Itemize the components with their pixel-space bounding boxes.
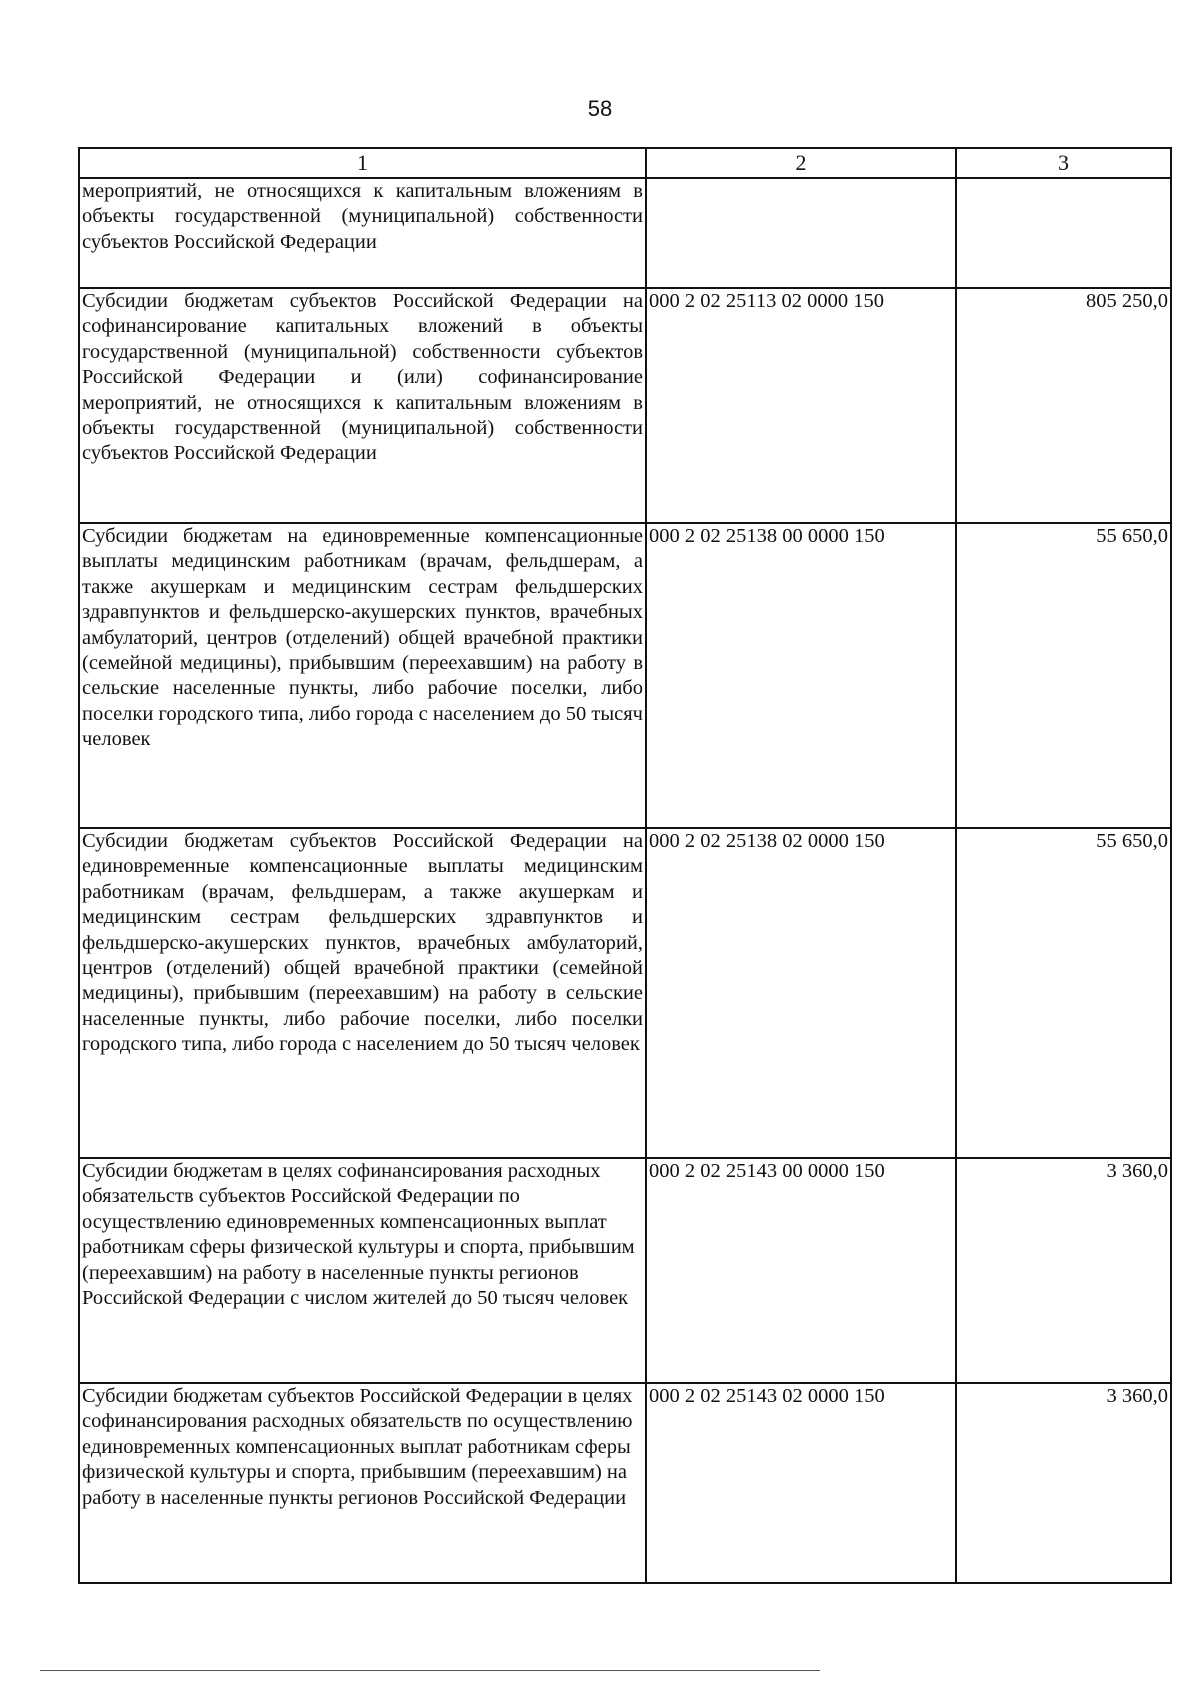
page-number: 58 — [587, 96, 613, 121]
row-code: 000 2 02 25138 00 0000 150 — [646, 523, 956, 828]
row-description: Субсидии бюджетам субъектов Российской Федерации на единовременные компенсационные выплаты медицинским работникам (врачам, фельдшерам, а также акушеркам и медицинским сестрам фельдшерских здравпунктов и фельдшерско-акушерских пунктов, врачебных амбулаторий, центров (отделений) общей врачебной практики (семейной медицины), прибывшим (переехавшим) на работу в сельские населенные пункты, либо рабочие поселки, либо поселки городского типа, либо города с населением до 50 тысяч человек — [79, 828, 646, 1158]
table-row — [79, 178, 1171, 288]
table-row — [79, 288, 1171, 523]
budget-table — [78, 147, 1172, 1584]
row-description: мероприятий, не относящихся к капитальным вложениям в объекты государственной (муниципальной) собственности субъектов Российской Федерации — [79, 178, 646, 288]
footer-divider — [40, 1670, 820, 1671]
row-description: Субсидии бюджетам на единовременные компенсационные выплаты медицинским работникам (врачам, фельдшерам, а также акушеркам и медицинским сестрам фельдшерских здравпунктов и фельдшерско-акушерских пунктов, врачебных амбулаторий, центров (отделений) общей врачебной практики (семейной медицины), прибывшим (переехавшим) на работу в сельские населенные пункты, либо рабочие поселки, либо поселки городского типа, либо города с населением до 50 тысяч человек — [79, 523, 646, 828]
row-code: 000 2 02 25143 00 0000 150 — [646, 1158, 956, 1383]
table-row — [79, 1383, 1171, 1583]
row-description: Субсидии бюджетам субъектов Российской Федерации в целях софинансирования расходных обязательств по осуществлению единовременных компенсационных выплат работникам сферы физической культуры и спорта, прибывшим (переехавшим) на работу в населенные пункты регионов Российской Федерации — [79, 1383, 646, 1583]
row-code — [646, 178, 956, 288]
table-row — [79, 523, 1171, 828]
row-code: 000 2 02 25138 02 0000 150 — [646, 828, 956, 1158]
row-code: 000 2 02 25143 02 0000 150 — [646, 1383, 956, 1583]
row-description: Субсидии бюджетам в целях софинансирования расходных обязательств субъектов Российской Федерации по осуществлению единовременных компенсационных выплат работникам сферы физической культуры и спорта, прибывшим (переехавшим) на работу в населенные пункты регионов Российской Федерации с числом жителей до 50 тысяч человек — [79, 1158, 646, 1383]
row-amount — [956, 178, 1171, 288]
column-header-1: 1 — [79, 148, 646, 178]
row-amount: 55 650,0 — [956, 523, 1171, 828]
row-amount: 3 360,0 — [956, 1158, 1171, 1383]
row-code: 000 2 02 25113 02 0000 150 — [646, 288, 956, 523]
table-row — [79, 828, 1171, 1158]
table-row — [79, 1158, 1171, 1383]
row-description: Субсидии бюджетам субъектов Российской Федерации на софинансирование капитальных вложений в объекты государственной (муниципальной) собственности субъектов Российской Федерации и (или) софинансирование мероприятий, не относящихся к капитальным вложениям в объекты государственной (муниципальной) собственности субъектов Российской Федерации — [79, 288, 646, 523]
header-row — [79, 148, 1171, 178]
row-amount: 805 250,0 — [956, 288, 1171, 523]
row-amount: 3 360,0 — [956, 1383, 1171, 1583]
row-amount: 55 650,0 — [956, 828, 1171, 1158]
column-header-3: 3 — [956, 148, 1171, 178]
column-header-2: 2 — [646, 148, 956, 178]
